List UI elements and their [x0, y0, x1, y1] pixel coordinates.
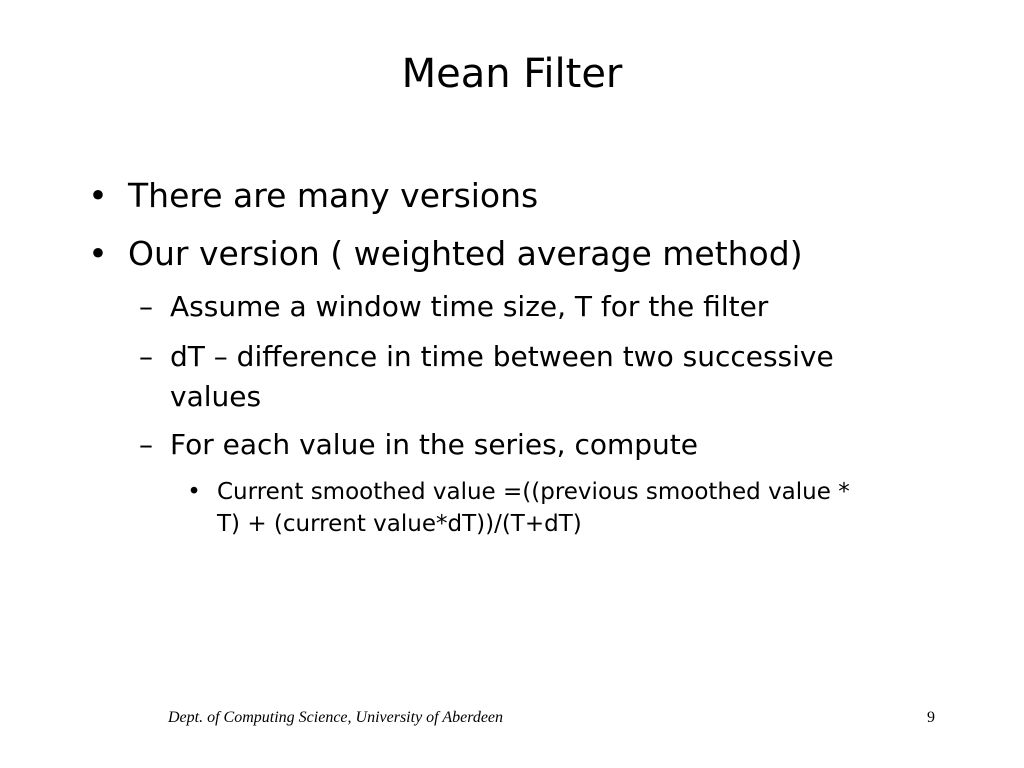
sub-bullet-text: values — [170, 380, 262, 413]
bullet-text: There are many versions — [128, 176, 539, 215]
sub-bullet-text: dT – difference in time between two successive — [170, 340, 834, 373]
bullet-marker: • — [88, 176, 108, 215]
sub-bullet-marker: – — [139, 428, 153, 461]
bullet-marker: • — [88, 234, 108, 273]
sub-bullet-marker: – — [139, 340, 153, 373]
sub-sub-bullet-text: T) + (current value*dT))/(T+dT) — [217, 511, 582, 537]
sub-sub-bullet-marker: • — [187, 479, 201, 505]
slide-title: Mean Filter — [401, 51, 623, 97]
sub-bullet-marker: – — [139, 290, 153, 323]
sub-bullet-text: For each value in the series, compute — [170, 428, 698, 461]
sub-sub-bullet-text: Current smoothed value =((previous smoothed value * — [217, 479, 850, 505]
bullet-text: Our version ( weighted average method) — [128, 234, 803, 273]
sub-bullet-text: Assume a window time size, T for the filter — [170, 290, 769, 323]
footer-department: Dept. of Computing Science, University of Aberdeen — [168, 709, 504, 726]
page-number: 9 — [927, 709, 935, 726]
